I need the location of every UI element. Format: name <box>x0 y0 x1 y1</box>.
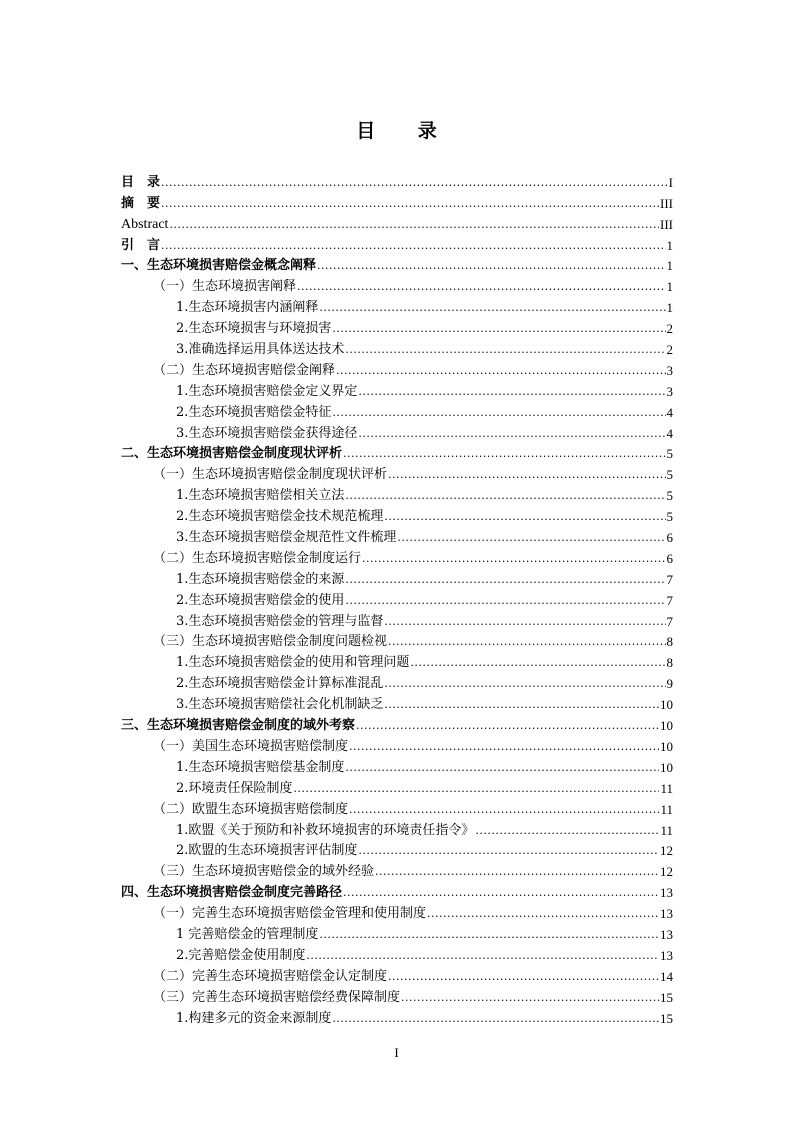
toc-entry[interactable] <box>121 922 673 943</box>
dot-leader <box>317 258 665 274</box>
dot-leader <box>362 551 665 567</box>
dot-leader <box>293 781 659 797</box>
toc-entry-label: 1.生态环境损害赔偿金的使用和管理问题 <box>176 655 410 671</box>
toc-entry[interactable] <box>121 274 673 295</box>
dot-leader <box>410 655 665 671</box>
toc-entry[interactable] <box>121 170 673 191</box>
dot-leader <box>358 384 665 400</box>
toc-entry-page: 8 <box>666 655 673 671</box>
toc-entry-label: 1.生态环境损害内涵阐释 <box>176 300 319 316</box>
toc-entry-page: 8 <box>666 634 673 650</box>
toc-entry-label: 2.生态环境损害赔偿金技术规范梳理 <box>176 509 384 525</box>
dot-leader <box>319 927 659 943</box>
toc-entry-page: 5 <box>666 488 673 504</box>
toc-entry-label: 2.生态环境损害赔偿金的使用 <box>176 592 345 608</box>
toc-entry-label: （一）完善生态环境损害赔偿金管理和使用制度 <box>153 906 427 922</box>
toc-entry[interactable] <box>121 254 673 275</box>
toc-entry-page: 12 <box>660 843 673 859</box>
toc-entry[interactable] <box>121 630 673 651</box>
dot-leader <box>475 823 659 839</box>
toc-entry-label: 2.生态环境损害与环境损害 <box>176 321 332 337</box>
toc-entry[interactable] <box>121 734 673 755</box>
toc-entry[interactable] <box>121 462 673 483</box>
toc-entry[interactable] <box>121 233 673 254</box>
toc-entry-label: 三、生态环境损害赔偿金制度的域外考察 <box>121 718 356 734</box>
toc-entry-label: 3.生态环境损害赔偿金获得途径 <box>176 425 358 441</box>
toc-entry-page: 4 <box>666 404 673 420</box>
toc-entry-page: 1 <box>666 300 673 316</box>
toc-entry-label: Abstract <box>121 216 169 232</box>
toc-entry-page: I <box>668 174 673 190</box>
toc-entry[interactable] <box>121 337 673 358</box>
toc-entry-page: 11 <box>660 822 673 838</box>
toc-entry-page: 6 <box>666 530 673 546</box>
toc-entry[interactable] <box>121 588 673 609</box>
toc-entry-label: （二）生态环境损害赔偿金阐释 <box>153 362 336 378</box>
dot-leader <box>401 990 659 1006</box>
toc-entry[interactable] <box>121 943 673 964</box>
toc-entry[interactable] <box>121 755 673 776</box>
toc-entry-page: III <box>660 216 673 232</box>
toc-entry[interactable] <box>121 1006 673 1027</box>
dot-leader <box>388 969 659 985</box>
toc-entry-page: 13 <box>660 885 673 901</box>
dot-leader <box>345 593 665 609</box>
dot-leader <box>358 426 665 442</box>
toc-entry-page: 11 <box>660 801 673 817</box>
toc-entry-label: （一）生态环境损害赔偿金制度现状评析 <box>153 467 388 483</box>
toc-entry[interactable] <box>121 671 673 692</box>
dot-leader <box>343 885 659 901</box>
toc-entry[interactable] <box>121 818 673 839</box>
toc-entry-page: 1 <box>666 279 673 295</box>
toc-entry-label: 3.生态环境损害赔偿金规范性文件梳理 <box>176 530 397 546</box>
dot-leader <box>384 676 665 692</box>
toc-entry[interactable] <box>121 295 673 316</box>
dot-leader <box>319 300 665 316</box>
toc-entry[interactable] <box>121 839 673 860</box>
toc-entry-label: （二）欧盟生态环境损害赔偿制度 <box>153 801 349 817</box>
dot-leader <box>306 948 659 964</box>
dot-leader <box>345 760 659 776</box>
toc-entry-label: 1.生态环境损害赔偿金的来源 <box>176 571 345 587</box>
toc-entry-label: （二）完善生态环境损害赔偿金认定制度 <box>153 968 388 984</box>
toc-entry[interactable] <box>121 964 673 985</box>
dot-leader <box>345 342 665 358</box>
toc-entry[interactable] <box>121 442 673 463</box>
toc-entry-label: （三）完善生态环境损害赔偿经费保障制度 <box>153 989 401 1005</box>
dot-leader <box>297 279 665 295</box>
toc-entry-page: 15 <box>660 1010 673 1026</box>
dot-leader <box>161 196 659 212</box>
toc-entry-label: 3.生态环境损害赔偿金的管理与监督 <box>176 613 384 629</box>
toc-entry-label: 1.构建多元的资金来源制度 <box>176 1010 332 1026</box>
toc-entry-label: 二、生态环境损害赔偿金制度现状评析 <box>121 446 343 462</box>
toc-entry-page: 7 <box>666 613 673 629</box>
dot-leader <box>384 509 665 525</box>
dot-leader <box>384 614 665 630</box>
toc-entry[interactable] <box>121 504 673 525</box>
toc-entry-label: 3.生态环境损害赔偿社会化机制缺乏 <box>176 697 384 713</box>
page-number: I <box>394 1045 399 1060</box>
toc-entry-label: 1.生态环境损害赔偿基金制度 <box>176 759 345 775</box>
toc-entry-label: 1.生态环境损害赔偿相关立法 <box>176 488 345 504</box>
toc-entry-page: 3 <box>666 383 673 399</box>
page-title: 目 录 <box>356 120 455 142</box>
toc-entry-page: 9 <box>666 676 673 692</box>
dot-leader <box>384 697 659 713</box>
dot-leader <box>427 906 659 922</box>
toc-entry-page: 13 <box>660 926 673 942</box>
toc-entry-label: 摘 要 <box>121 195 161 211</box>
dot-leader <box>332 1011 659 1027</box>
toc-entry[interactable] <box>121 859 673 880</box>
toc-entry[interactable] <box>121 379 673 400</box>
toc-entry-label: 2.环境责任保险制度 <box>176 780 293 796</box>
dot-leader <box>345 572 665 588</box>
toc-entry[interactable] <box>121 901 673 922</box>
toc-entry[interactable] <box>121 880 673 901</box>
toc-entry-page: 3 <box>666 362 673 378</box>
toc-entry[interactable] <box>121 191 673 212</box>
dot-leader <box>161 238 665 254</box>
toc-entry-label: （二）生态环境损害赔偿金制度运行 <box>153 550 362 566</box>
toc-entry-page: 1 <box>666 237 673 253</box>
toc-entry[interactable] <box>121 567 673 588</box>
toc-entry-page: 1 <box>666 258 673 274</box>
toc-entry-label: 1.欧盟《关于预防和补救环境损害的环境责任指令》 <box>176 822 475 838</box>
toc-entry-label: 2.生态环境损害赔偿金特征 <box>176 404 332 420</box>
dot-leader <box>332 405 665 421</box>
toc-entry-page: 13 <box>660 906 673 922</box>
toc-entry-label: （三）生态环境损害赔偿金制度问题检视 <box>153 634 388 650</box>
toc-entry-label: 2.完善赔偿金使用制度 <box>176 947 306 963</box>
toc-entry[interactable] <box>121 212 673 233</box>
toc-entry-page: 14 <box>660 968 673 984</box>
toc-entry-page: 10 <box>660 738 673 754</box>
toc-entry-page: 10 <box>660 718 673 734</box>
dot-leader <box>345 488 665 504</box>
toc-entry-page: 11 <box>660 780 673 796</box>
dot-leader <box>349 802 659 818</box>
toc-entry-page: 13 <box>660 947 673 963</box>
toc-entry[interactable] <box>121 713 673 734</box>
toc-entry-page: III <box>660 195 673 211</box>
dot-leader <box>388 634 665 650</box>
toc-entry[interactable] <box>121 797 673 818</box>
toc-entry[interactable] <box>121 776 673 797</box>
toc-entry-label: 1.生态环境损害赔偿金定义界定 <box>176 383 358 399</box>
toc-entry-label: 目 录 <box>121 174 161 190</box>
dot-leader <box>358 843 659 859</box>
dot-leader <box>397 530 665 546</box>
toc-entry-page: 12 <box>660 864 673 880</box>
dot-leader <box>336 363 665 379</box>
toc-entry-page: 2 <box>666 321 673 337</box>
dot-leader <box>356 718 659 734</box>
toc-entry[interactable] <box>121 985 673 1006</box>
toc-entry[interactable] <box>121 692 673 713</box>
toc-entry-page: 7 <box>666 592 673 608</box>
table-of-contents <box>121 170 673 1027</box>
toc-entry[interactable] <box>121 525 673 546</box>
toc-entry[interactable] <box>121 316 673 337</box>
dot-leader <box>161 175 668 191</box>
dot-leader <box>332 321 665 337</box>
toc-entry-label: 引 言 <box>121 237 161 253</box>
toc-entry[interactable] <box>121 650 673 671</box>
toc-entry-page: 4 <box>666 425 673 441</box>
toc-entry[interactable] <box>121 609 673 630</box>
toc-entry-label: 一、生态环境损害赔偿金概念阐释 <box>121 258 317 274</box>
toc-entry-page: 5 <box>666 509 673 525</box>
toc-entry-page: 10 <box>660 759 673 775</box>
toc-entry[interactable] <box>121 358 673 379</box>
toc-entry-page: 7 <box>666 571 673 587</box>
toc-entry-label: 3.准确选择运用具体送达技术 <box>176 342 345 358</box>
toc-entry-label: （一）生态环境损害阐释 <box>153 279 297 295</box>
toc-entry-page: 15 <box>660 989 673 1005</box>
dot-leader <box>343 446 665 462</box>
toc-entry-page: 5 <box>666 467 673 483</box>
toc-entry[interactable] <box>121 400 673 421</box>
toc-entry-label: （三）生态环境损害赔偿金的域外经验 <box>153 864 375 880</box>
dot-leader <box>388 467 665 483</box>
toc-entry-label: 1 完善赔偿金的管理制度 <box>176 926 319 942</box>
toc-entry-page: 5 <box>666 446 673 462</box>
toc-entry-label: 2.欧盟的生态环境损害评估制度 <box>176 843 358 859</box>
toc-entry-page: 10 <box>660 697 673 713</box>
dot-leader <box>375 864 659 880</box>
dot-leader <box>349 739 659 755</box>
toc-entry-label: 2.生态环境损害赔偿金计算标准混乱 <box>176 676 384 692</box>
toc-entry-label: 四、生态环境损害赔偿金制度完善路径 <box>121 885 343 901</box>
toc-entry-label: （一）美国生态环境损害赔偿制度 <box>153 738 349 754</box>
toc-entry[interactable] <box>121 483 673 504</box>
toc-entry[interactable] <box>121 546 673 567</box>
toc-entry[interactable] <box>121 421 673 442</box>
dot-leader <box>169 217 659 233</box>
toc-entry-page: 2 <box>666 342 673 358</box>
toc-entry-page: 6 <box>666 550 673 566</box>
